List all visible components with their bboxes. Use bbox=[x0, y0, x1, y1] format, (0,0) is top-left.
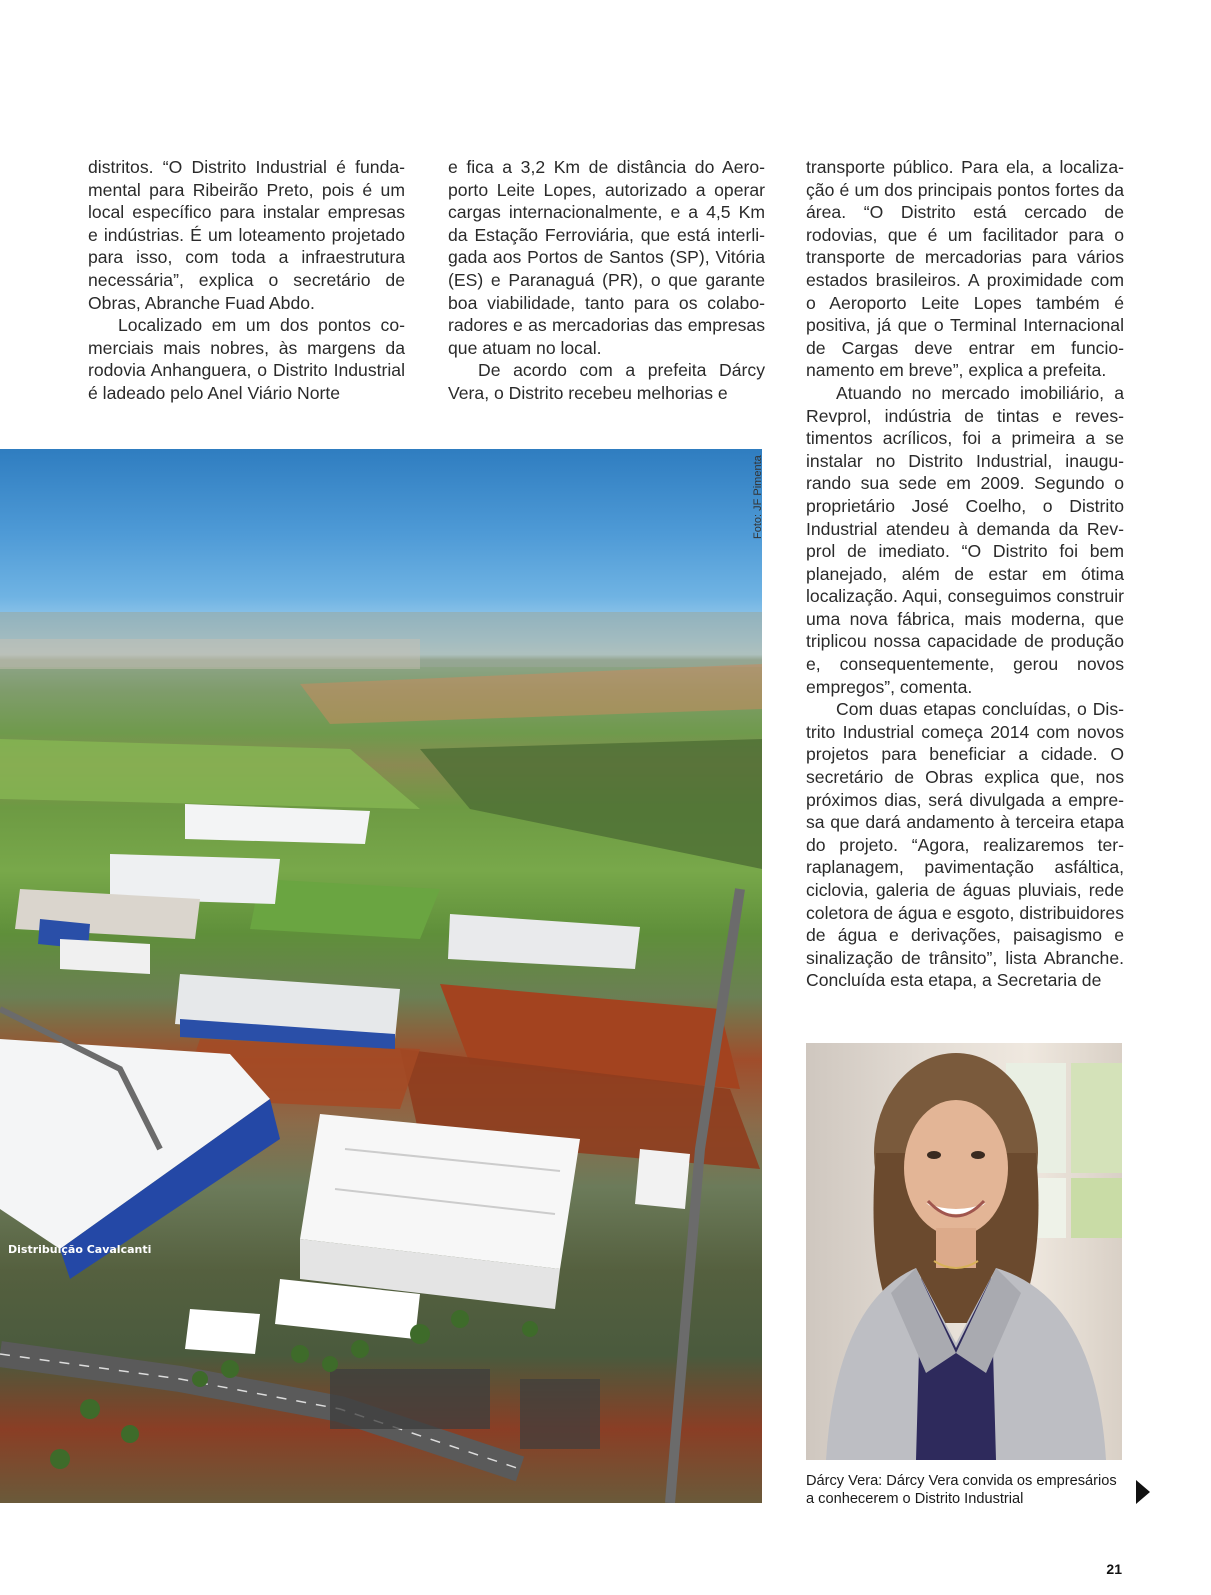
portrait-illustration bbox=[806, 1043, 1122, 1460]
paragraph: Atuando no mercado imobiliário, a Revprol, indústria de tintas e revestimentos acrílicos, foi a primeira a se instalar no Distrito Industrial, inaugurando sua sede em 2009. Segundo o proprietário José Coelho, o Distrito Industrial atendeu à demanda da Revprol de imediato. “O Distrito foi bem planejado, além de estar em ótima localização. Aqui, conseguimos construir uma nova fábrica, mais moderna, que triplicou nossa capacidade de produção e, consequentemente, gerou novos empregos”, comenta. bbox=[806, 382, 1124, 697]
paragraph: De acordo com a prefeita Dárcy Vera, o Distrito recebeu melhorias e bbox=[448, 360, 765, 403]
article-column-2 bbox=[448, 156, 765, 405]
aerial-photo bbox=[0, 449, 762, 1503]
paragraph: transporte público. Para ela, a localização é um dos principais pontos fortes da área. “O Distrito está cercado de rodovias, que é um facilitador para o transporte de mercadorias para vários estados brasileiros. A proximidade com o Aeroporto Leite Lopes também é positiva, já que o Terminal Internacional de Cargas deve entrar em funcionamento em breve”, explica a prefeita. bbox=[806, 157, 1124, 381]
article-column-3 bbox=[806, 156, 1124, 992]
paragraph: Com duas etapas concluídas, o Distrito Industrial começa 2014 com novos projetos para beneficiar a cidade. O secretário de Obras explica que, nos próximos dias, será divulgada a empresa que dará andamento à terceira etapa do projeto. “Agora, realizaremos terraplanagem, pavimentação asfáltica, ciclovia, galeria de águas pluviais, rede coletora de água e esgoto, distribuidores de água e derivações, paisagismo e sinalização de trânsito”, lista Abranche. Concluída esta etapa, a Secretaria de bbox=[806, 699, 1124, 991]
paragraph: Localizado em um dos pontos comerciais mais nobres, às margens da rodovia Anhanguera, o Distrito Industrial é ladeado pelo Anel Viário Norte bbox=[88, 315, 405, 403]
page-number: 21 bbox=[1106, 1561, 1122, 1577]
photo-caption: Dárcy Vera: Dárcy Vera convida os empresários a conhecerem o Distrito Industrial bbox=[806, 1473, 1117, 1507]
arrow-right-icon bbox=[1136, 1480, 1150, 1504]
building-sign: Distribuição Cavalcanti bbox=[8, 1243, 152, 1256]
paragraph: e fica a 3,2 Km de distância do Aeroporto Leite Lopes, autorizado a operar cargas internacionalmente, e a 4,5 Km da Estação Ferroviária, que está interligada aos Portos de Santos (SP), Vitória (ES) e Paranaguá (PR), o que garante boa viabilidade, tanto para os colaboradores e as mercadorias das empresas que atuam no local. bbox=[448, 157, 765, 358]
paragraph: distritos. “O Distrito Industrial é fundamental para Ribeirão Preto, pois é um local específico para instalar empresas e indústrias. É um loteamento projetado para isso, com toda a infraestrutura necessária”, explica o secretário de Obras, Abranche Fuad Abdo. bbox=[88, 157, 405, 313]
photo-credit: Foto: JF Pimenta bbox=[752, 455, 764, 539]
article-column-1 bbox=[88, 156, 405, 405]
portrait-photo bbox=[806, 1043, 1122, 1460]
aerial-photo-illustration bbox=[0, 449, 762, 1503]
